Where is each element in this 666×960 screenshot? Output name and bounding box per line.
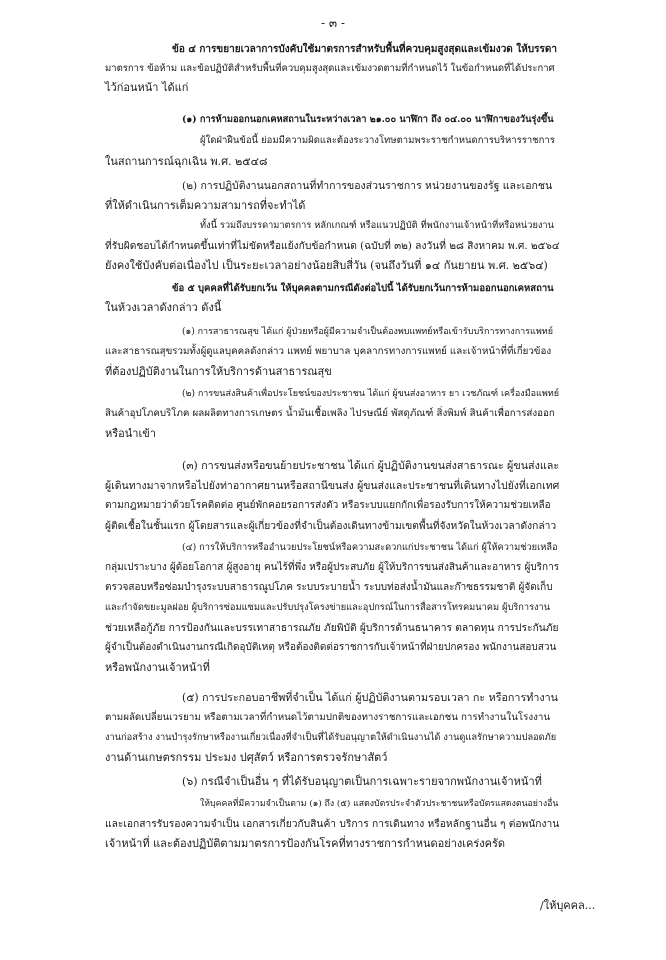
paragraph-line: เจ้าหน้าที่ และต้องปฏิบัติตามมาตรการป้องกันโรคที่ทางราชการกำหนดอย่างเคร่งครัด xyxy=(105,837,506,850)
paragraph-line: ไว้ก่อนหน้า ได้แก่ xyxy=(105,81,189,94)
page-number: - ๓ - xyxy=(321,16,345,30)
paragraph-line: งานก่อสร้าง งานบำรุงรักษาหรืองานเกี่ยวเนื่องที่จำเป็นที่ได้รับอนุญาตให้ดำเนินงานได้ งานดูแลรักษาความปลอดภัย xyxy=(105,732,557,743)
paragraph-line: ผู้ใดฝ่าฝืนข้อนี้ ย่อมมีความผิดและต้องระวางโทษตามพระราชกำหนดการบริหารราชการ xyxy=(200,135,555,146)
paragraph-line: งานด้านเกษตรกรรม ประมง ปศุสัตว์ หรือการตรวจรักษาสัตว์ xyxy=(105,751,388,764)
paragraph-line: ในสถานการณ์ฉุกเฉิน พ.ศ. ๒๕๔๘ xyxy=(105,155,268,168)
paragraph-line: มาตรการ ข้อห้าม และข้อปฏิบัติสำหรับพื้นที่ควบคุมสูงสุดและเข้มงวดตามที่กำหนดไว้ ในข้อกำหนดที่ได้ประกาศ xyxy=(105,63,555,74)
paragraph-line: และสาธารณสุขรวมทั้งผู้ดูแลบุคคลดังกล่าว แพทย์ พยาบาล บุคลากรทางการแพทย์ และเจ้าหน้าที่ที่เกี่ยวข้อง xyxy=(105,346,552,357)
paragraph-line: ให้บุคคลที่มีความจำเป็นตาม (๑) ถึง (๕) แสดงบัตรประจำตัวประชาชนหรือบัตรแสดงตนอย่างอื่น xyxy=(200,799,559,809)
paragraph-line: ยังคงใช้บังคับต่อเนื่องไป เป็นระยะเวลาอย่างน้อยสิบสี่วัน (จนถึงวันที่ ๑๔ กันยายน พ.ศ. ๒๕๖๔) xyxy=(105,259,548,272)
paragraph-line: สินค้าอุปโภคบริโภค ผลผลิตทางการเกษตร น้ำมันเชื้อเพลิง ไปรษณีย์ พัสดุภัณฑ์ สิ่งพิมพ์ สินค้าเพื่อการส่งออก xyxy=(105,408,555,419)
paragraph-line: ผู้ติดเชื้อในชั้นแรก ผู้โดยสารและผู้เกี่ยวข้องที่จำเป็นต้องเดินทางข้ามเขตพื้นที่จังหวัดในห้วงเวลาดังกล่าว xyxy=(105,520,557,532)
paragraph-line: หรือนำเข้า xyxy=(105,427,156,440)
paragraph-line: และกำจัดขยะมูลฝอย ผู้บริการซ่อมแซมและปรับปรุงโครงข่ายและอุปกรณ์ในการสื่อสารโทรคมนาคม ผู้บริการงาน xyxy=(105,602,551,613)
exemption-6-line: (๖) กรณีจำเป็นอื่น ๆ ที่ได้รับอนุญาตเป็นการเฉพาะรายจากพนักงานเจ้าหน้าที่ xyxy=(182,775,542,788)
exemption-5-line: (๕) การประกอบอาชีพที่จำเป็น ได้แก่ ผู้ปฏิบัติงานตามรอบเวลา กะ หรือการทำงาน xyxy=(182,691,559,704)
paragraph-line: ผู้เดินทางมาจากหรือไปยังท่าอากาศยานหรือสถานีขนส่ง ผู้ขนส่งและประชาชนที่เดินทางไปยังที่เอกเทศ xyxy=(105,480,560,492)
paragraph-line: ตามผลัดเปลี่ยนเวรยาม หรือตามเวลาที่กำหนดไว้ตามปกติของทางราชการและเอกชน การทำงานในโรงงาน xyxy=(105,712,550,723)
exemption-4-line: (๔) การให้บริการหรืออำนวยประโยชน์หรือความสะดวกแก่ประชาชน ได้แก่ ผู้ให้ความช่วยเหลือ xyxy=(182,542,558,553)
paragraph-line: ตามกฎหมายว่าด้วยโรคติดต่อ ศูนย์พักคอยรอการส่งตัว หรือระบบแยกกักเพื่อรองรับการให้ความช่วยเหลือ xyxy=(105,500,551,511)
item-1-heading: (๑) การห้ามออกนอกเคหสถานในระหว่างเวลา ๒๑.๐๐ นาฬิกา ถึง ๐๔.๐๐ นาฬิกาของวันรุ่งขึ้น xyxy=(182,114,554,125)
paragraph-line: ที่รับผิดชอบได้กำหนดขึ้นเท่าที่ไม่ขัดหรือแย้งกับข้อกำหนด (ฉบับที่ ๓๒) ลงวันที่ ๒๘ สิงหาคม พ.ศ. ๒๕๖๔ xyxy=(105,240,560,252)
paragraph-line: ที่ต้องปฏิบัติงานในการให้บริการด้านสาธารณสุข xyxy=(105,365,332,378)
paragraph-line: ผู้จำเป็นต้องดำเนินงานกรณีเกิดอุบัติเหตุ หรือต้องติดต่อราชการกับเจ้าหน้าที่ฝ่ายปกครอง พนักงานสอบสวน xyxy=(105,642,557,653)
paragraph-line: หรือพนักงานเจ้าหน้าที่ xyxy=(105,661,210,674)
clause-4-heading: ข้อ ๔ การขยายเวลาการบังคับใช้มาตรการสำหรับพื้นที่ควบคุมสูงสุดและเข้มงวด ให้บรรดา xyxy=(172,44,557,55)
item-2-line: (๒) การปฏิบัติงานนอกสถานที่ทำการของส่วนราชการ หน่วยงานของรัฐ และเอกชน xyxy=(182,180,553,192)
paragraph-line: และเอกสารรับรองความจำเป็น เอกสารเกี่ยวกับสินค้า บริการ การเดินทาง หรือหลักฐานอื่น ๆ ต่อพนักงาน xyxy=(105,818,560,830)
exemption-1-line: (๑) การสาธารณสุข ได้แก่ ผู้ป่วยหรือผู้มีความจำเป็นต้องพบแพทย์หรือเข้ารับบริการทางการแพทย์ xyxy=(182,327,553,337)
exemption-3-line: (๓) การขนส่งหรือขนย้ายประชาชน ได้แก่ ผู้ปฏิบัติงานขนส่งสาธารณะ ผู้ขนส่งและ xyxy=(182,459,560,472)
paragraph-line: กลุ่มเปราะบาง ผู้ด้อยโอกาส ผู้สูงอายุ คนไร้ที่พึ่ง หรือผู้ประสบภัย ผู้ให้บริการขนส่งสินค้าและอาหาร ผู้บริการ xyxy=(105,562,560,573)
paragraph-line: ตรวจสอบหรือซ่อมบำรุงระบบสาธารณูปโภค ระบบระบายน้ำ ระบบท่อส่งน้ำมันและก๊าซธรรมชาติ ผู้จัดเก็บ xyxy=(105,582,553,593)
exemption-2-line: (๒) การขนส่งสินค้าเพื่อประโยชน์ของประชาชน ได้แก่ ผู้ขนส่งอาหาร ยา เวชภัณฑ์ เครื่องมือแพทย์ xyxy=(182,389,559,399)
clause-5-heading: ข้อ ๕ บุคคลที่ได้รับยกเว้น ให้บุคคลตามกรณีดังต่อไปนี้ ได้รับยกเว้นการห้ามออกนอกเคหสถาน xyxy=(172,283,554,294)
paragraph-line: ช่วยเหลือกู้ภัย การป้องกันและบรรเทาสาธารณภัย ภัยพิบัติ ผู้บริการด้านธนาคาร ตลาดทุน การประกันภัย xyxy=(105,622,559,634)
continuation-note: /ให้บุคคล... xyxy=(540,899,596,912)
paragraph-line: ในห้วงเวลาดังกล่าว ดังนี้ xyxy=(105,301,222,314)
paragraph-line: ที่ให้ดำเนินการเต็มความสามารถที่จะทำได้ xyxy=(105,199,306,212)
paragraph-line: ทั้งนี้ รวมถึงบรรดามาตรการ หลักเกณฑ์ หรือแนวปฏิบัติ ที่พนักงานเจ้าหน้าที่หรือหน่วยงาน xyxy=(200,220,554,231)
